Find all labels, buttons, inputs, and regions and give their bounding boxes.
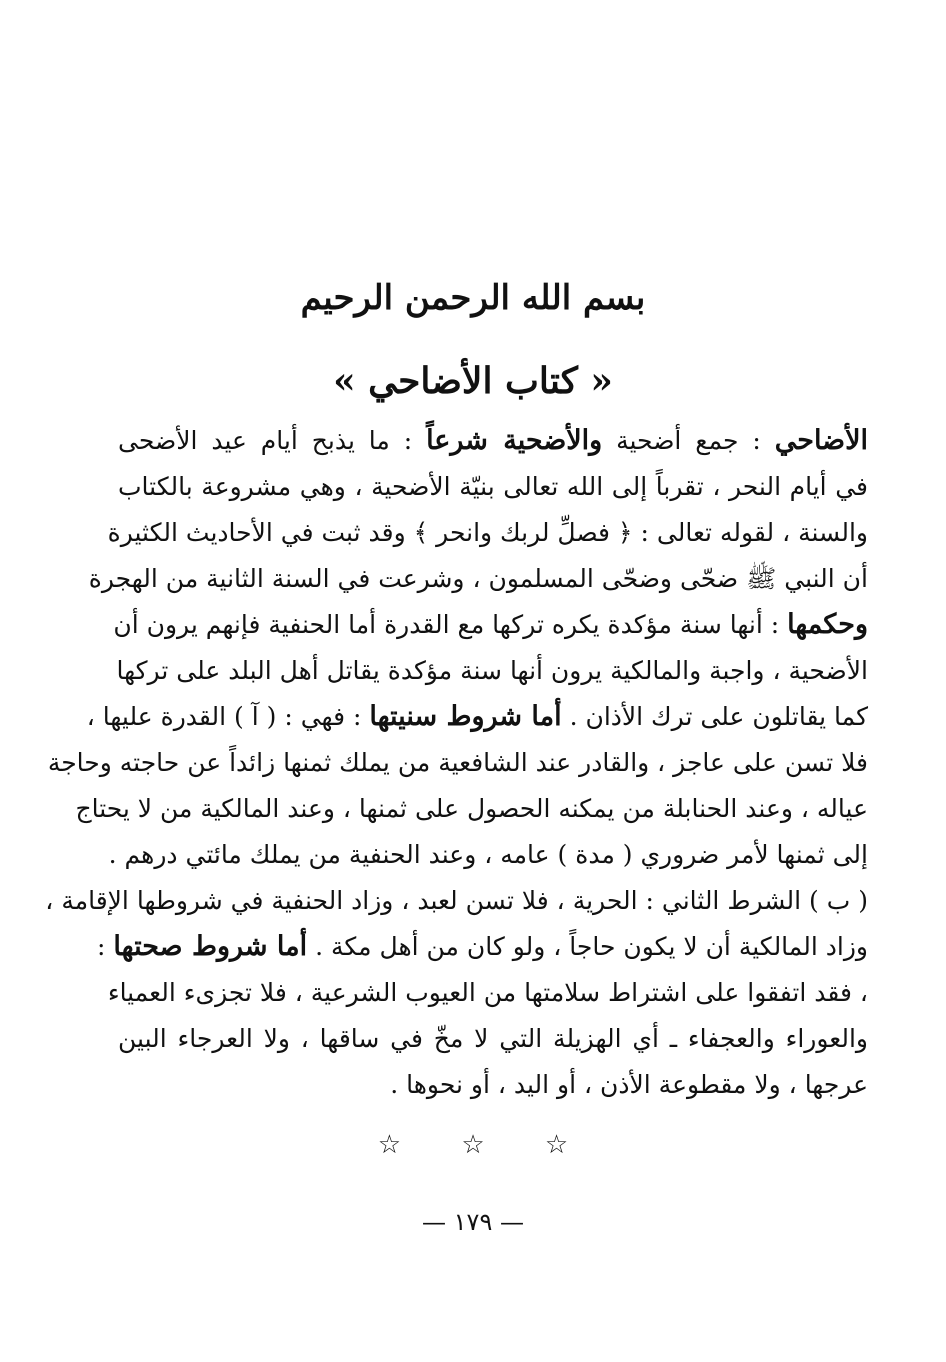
text-line: وزاد المالكية أن لا يكون حاجاً ، ولو كان من أهل مكة . أما شروط صحتها : [97, 931, 868, 962]
text-line: ، فقد اتفقوا على اشتراط سلامتها من العيوب الشرعية ، فلا تجزىء العمياء [107, 978, 868, 1007]
text-line: الأضحية ، واجبة والمالكية يرون أنها سنة مؤكدة يقاتل أهل البلد على تركها [116, 656, 868, 685]
text-line: والعوراء والعجفاء ـ أي الهزيلة التي لا مخّ في ساقها ، ولا العرجاء البين [118, 1024, 868, 1053]
star-icon: ☆ [544, 1130, 569, 1160]
text-line: أن النبي ﷺ ضحّى وضحّى المسلمون ، وشرعت في السنة الثانية من الهجرة [88, 564, 868, 593]
star-icon: ☆ [377, 1130, 402, 1160]
body-text [45, 418, 868, 1108]
chapter-title: « كتاب الأضاحي » [333, 360, 613, 402]
page-number: — ١٧٩ — [422, 1208, 524, 1236]
text-line: إلى ثمنها لأمر ضروري ( مدة ) عامه ، وعند الحنفية من يملك مائتي درهم . [108, 840, 868, 869]
text-line: عرجها ، ولا مقطوعة الأذن ، أو اليد ، أو نحوها . [390, 1070, 868, 1099]
star-icon: ☆ [461, 1130, 485, 1160]
basmala-heading: بسم الله الرحمن الرحيم [300, 278, 646, 318]
text-line: في أيام النحر ، تقرباً إلى الله تعالى بنيّة الأضحية ، وهي مشروعة بالكتاب [118, 472, 868, 501]
text-line: الأضاحي : جمع أضحية والأضحية شرعاً : ما يذبح أيام عيد الأضحى [118, 425, 868, 456]
text-line: فلا تسن على عاجز ، والقادر عند الشافعية من يملك ثمنها زائداً عن حاجته وحاجة [47, 748, 868, 777]
text-line: كما يقاتلون على ترك الأذان . أما شروط سنيتها : فهي : ( آ ) القدرة عليها ، [86, 701, 868, 732]
text-line: وحكمها : أنها سنة مؤكدة يكره تركها مع القدرة أما الحنفية فإنهم يرون أن [113, 609, 868, 640]
text-line: عياله ، وعند الحنابلة من يمكنه الحصول على ثمنها ، وعند المالكية من لا يحتاج [75, 794, 868, 823]
section-separator [0, 1130, 946, 1160]
text-line: والسنة ، لقوله تعالى : ﴿ فصلِّ لربك وانحر ﴾ وقد ثبت في الأحاديث الكثيرة [107, 518, 868, 547]
text-line: ( ب ) الشرط الثاني : الحرية ، فلا تسن لعبد ، وزاد الحنفية في شروطها الإقامة ، [45, 886, 868, 915]
